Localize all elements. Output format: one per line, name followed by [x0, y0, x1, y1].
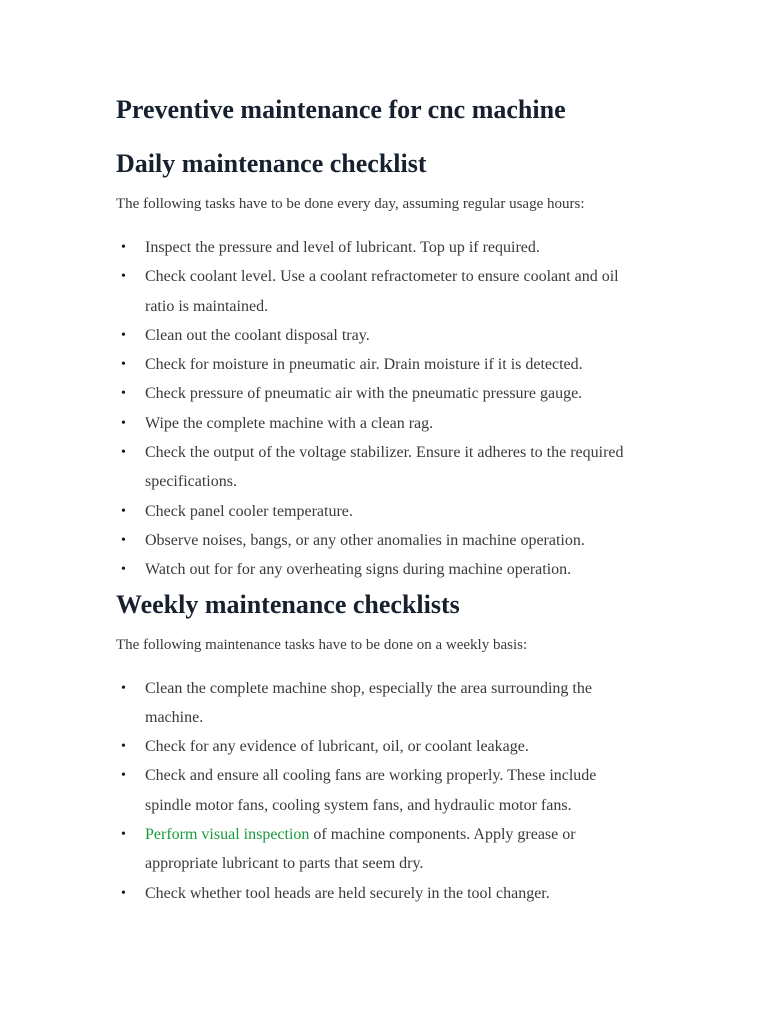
bullet-icon: •	[121, 768, 126, 784]
bullet-icon: •	[121, 827, 126, 843]
bullet-icon: •	[121, 503, 126, 519]
list-item	[116, 674, 646, 733]
list-item-text: Check for any evidence of lubricant, oil, or coolant leakage.	[145, 738, 529, 756]
document-content	[116, 92, 646, 908]
visual-inspection-link[interactable]: Perform visual inspection	[145, 826, 310, 844]
list-item-text: Clean out the coolant disposal tray.	[145, 326, 370, 344]
list-item-text: of machine components. Apply grease or appropriate lubricant to parts that seem dry.	[145, 826, 576, 873]
list-item	[116, 409, 646, 438]
list-item-text: Check pressure of pneumatic air with the pneumatic pressure gauge.	[145, 385, 583, 403]
bullet-icon: •	[121, 415, 126, 431]
bullet-icon: •	[121, 562, 126, 578]
list-item	[116, 262, 646, 321]
list-item	[116, 732, 646, 761]
list-item	[116, 497, 646, 526]
list-item-text: Clean the complete machine shop, especially the area surrounding the machine.	[145, 679, 592, 726]
list-item-text: Check whether tool heads are held securely in the tool changer.	[145, 884, 550, 902]
daily-checklist	[116, 233, 646, 585]
list-item	[116, 233, 646, 262]
bullet-icon: •	[121, 885, 126, 901]
list-item	[116, 350, 646, 379]
list-item-text: Wipe the complete machine with a clean rag.	[145, 414, 434, 432]
section-heading-daily: Daily maintenance checklist	[116, 149, 427, 178]
list-item	[116, 879, 646, 908]
page-title: Preventive maintenance for cnc machine	[116, 95, 566, 124]
list-item	[116, 321, 646, 350]
weekly-checklist	[116, 674, 646, 908]
bullet-icon: •	[121, 240, 126, 255]
bullet-icon: •	[121, 445, 126, 461]
list-item-text: Inspect the pressure and level of lubricant. Top up if required.	[145, 239, 540, 256]
section-intro-weekly: The following maintenance tasks have to be done on a weekly basis:	[116, 636, 528, 653]
list-item-text: Check coolant level. Use a coolant refractometer to ensure coolant and oil ratio is maintained.	[145, 268, 619, 315]
list-item	[116, 761, 646, 820]
list-item	[116, 379, 646, 408]
bullet-icon: •	[121, 327, 126, 343]
bullet-icon: •	[121, 739, 126, 755]
list-item	[116, 820, 646, 879]
list-item-text: Watch out for for any overheating signs during machine operation.	[145, 561, 572, 579]
bullet-icon: •	[121, 680, 126, 696]
section-intro-daily: The following tasks have to be done every day, assuming regular usage hours:	[116, 196, 585, 212]
bullet-icon: •	[121, 532, 126, 548]
bullet-icon: •	[121, 386, 126, 402]
list-item	[116, 438, 646, 497]
list-item-text: Check panel cooler temperature.	[145, 502, 353, 520]
list-item-text: Check the output of the voltage stabilizer. Ensure it adheres to the required specifications.	[145, 444, 624, 491]
list-item	[116, 526, 646, 555]
list-item-text: Check and ensure all cooling fans are working properly. These include spindle motor fans, cooling system fans, and hydraulic motor fans.	[145, 767, 597, 814]
bullet-icon: •	[121, 269, 126, 285]
section-heading-weekly: Weekly maintenance checklists	[116, 589, 460, 619]
bullet-icon: •	[121, 357, 126, 373]
list-item-text: Check for moisture in pneumatic air. Drain moisture if it is detected.	[145, 356, 583, 374]
list-item	[116, 555, 646, 584]
list-item-text: Observe noises, bangs, or any other anomalies in machine operation.	[145, 531, 585, 549]
